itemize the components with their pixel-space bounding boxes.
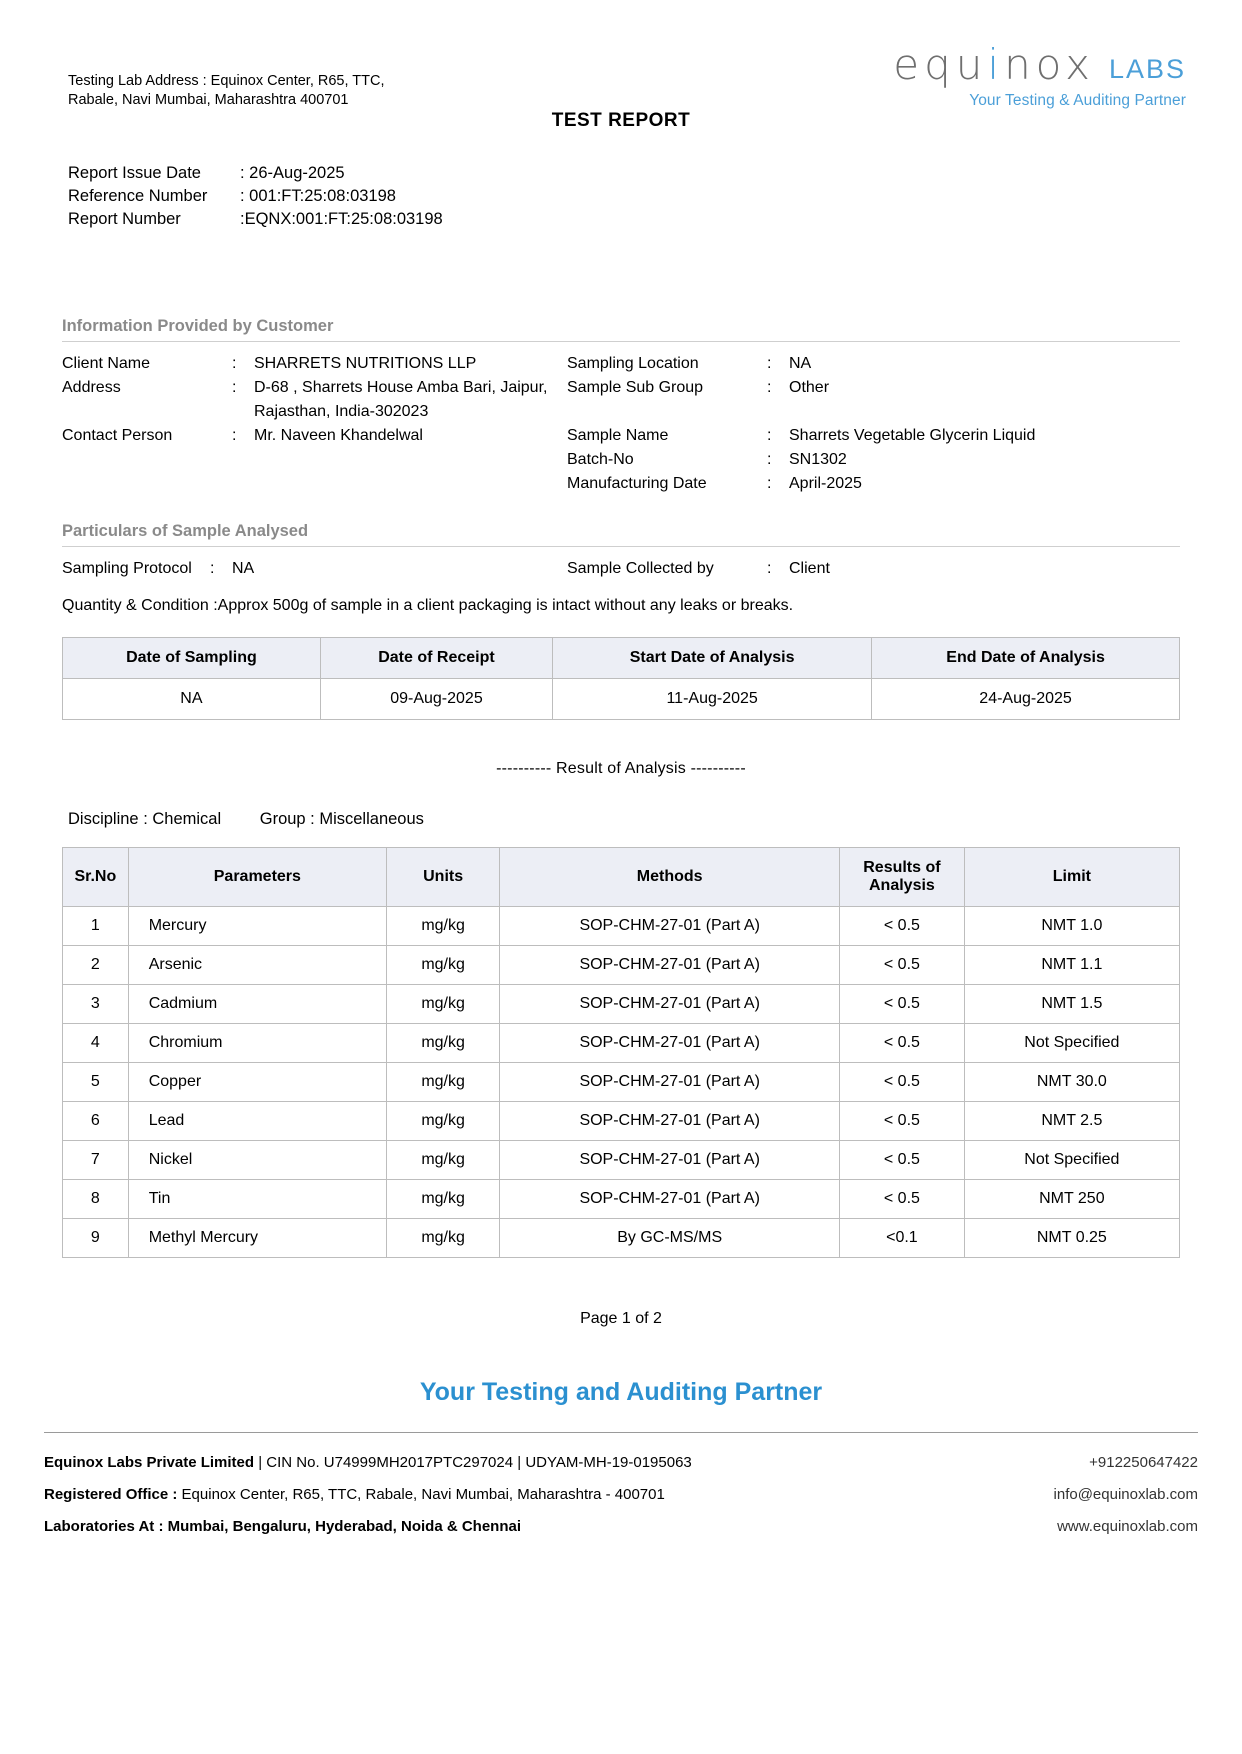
sample-sub-group-value: Other [789, 379, 830, 396]
footer-registered-office-label: Registered Office : [44, 1486, 178, 1503]
row-result: < 0.5 [840, 1180, 965, 1219]
meta-row-reference [68, 185, 1242, 208]
row-parameter: Cadmium [128, 985, 386, 1024]
particulars-row [62, 557, 1180, 581]
discipline-label: Discipline : Chemical [68, 810, 222, 828]
customer-info-left-column [62, 352, 567, 496]
sample-collected-colon: : [767, 560, 772, 577]
address-label: Address [62, 379, 121, 396]
reference-number-label: Reference Number [68, 187, 208, 205]
issue-date-label: Report Issue Date [68, 164, 201, 182]
footer-row-registered-office [44, 1479, 1198, 1511]
table-row [63, 679, 1180, 720]
start-date-value: 11-Aug-2025 [553, 679, 872, 720]
dates-header-date-of-receipt: Date of Receipt [320, 638, 552, 679]
row-parameter: Tin [128, 1180, 386, 1219]
quantity-condition-label: Quantity & Condition : [62, 597, 218, 614]
lab-address: Testing Lab Address : Equinox Center, R65, TTC, Rabale, Navi Mumbai, Maharashtra 400701 [68, 73, 385, 108]
meta-row-issue-date [68, 162, 1242, 185]
info-row-sample-sub-group [567, 376, 1180, 400]
logo-tagline: Your Testing & Auditing Partner [969, 92, 1186, 109]
row-units: mg/kg [386, 985, 499, 1024]
row-result: < 0.5 [840, 1024, 965, 1063]
contact-person-label: Contact Person [62, 427, 173, 444]
sample-name-value: Sharrets Vegetable Glycerin Liquid [789, 427, 1036, 444]
sampling-location-value: NA [789, 355, 812, 372]
row-units: mg/kg [386, 946, 499, 985]
table-row [63, 1219, 1180, 1258]
footer-company-line [44, 1447, 948, 1479]
footer-phone[interactable]: +912250647422 [1089, 1454, 1198, 1471]
report-meta-block [68, 162, 1242, 231]
page-number: Page 1 of 2 [580, 1310, 662, 1327]
table-row [63, 1141, 1180, 1180]
row-sr-no: 6 [63, 1102, 129, 1141]
equinox-logo [893, 40, 1186, 110]
dates-header-start-date: Start Date of Analysis [553, 638, 872, 679]
contact-person-value: Mr. Naveen Khandelwal [254, 427, 423, 444]
row-method: SOP-CHM-27-01 (Part A) [500, 1063, 840, 1102]
row-sr-no: 5 [63, 1063, 129, 1102]
sampling-protocol-label: Sampling Protocol [62, 560, 192, 577]
footer-email[interactable]: info@equinoxlab.com [1053, 1486, 1198, 1503]
sampling-protocol-value: NA [232, 560, 255, 577]
info-row-address [62, 376, 567, 424]
date-of-sampling-value: NA [63, 679, 321, 720]
footer-company-registration: | CIN No. U74999MH2017PTC297024 | UDYAM-MH-19-0195063 [254, 1454, 692, 1471]
table-row [63, 1024, 1180, 1063]
row-method: SOP-CHM-27-01 (Part A) [500, 1141, 840, 1180]
results-table-header-row [63, 848, 1180, 907]
page-title: TEST REPORT [551, 110, 691, 131]
row-sr-no: 4 [63, 1024, 129, 1063]
row-result: < 0.5 [840, 946, 965, 985]
row-parameter: Nickel [128, 1141, 386, 1180]
footer-row-laboratories [44, 1511, 1198, 1543]
report-number-label: Report Number [68, 210, 181, 228]
contact-person-colon: : [232, 427, 237, 444]
table-row [63, 946, 1180, 985]
results-header-methods: Methods [500, 848, 840, 907]
row-limit: NMT 250 [964, 1180, 1179, 1219]
table-row [63, 985, 1180, 1024]
footer-website[interactable]: www.equinoxlab.com [1057, 1518, 1198, 1535]
particulars-heading: Particulars of Sample Analysed [62, 522, 1180, 547]
sampling-location-label: Sampling Location [567, 355, 699, 372]
row-sr-no: 8 [63, 1180, 129, 1219]
row-method: SOP-CHM-27-01 (Part A) [500, 985, 840, 1024]
report-header [0, 0, 1242, 131]
row-method: SOP-CHM-27-01 (Part A) [500, 907, 840, 946]
footer-company-name: Equinox Labs Private Limited [44, 1454, 255, 1471]
logo-text-part1: equ [893, 40, 988, 89]
row-limit: NMT 2.5 [964, 1102, 1179, 1141]
date-of-receipt-value: 09-Aug-2025 [320, 679, 552, 720]
info-spacer [567, 400, 1180, 424]
group-label: Group : Miscellaneous [259, 810, 424, 828]
row-units: mg/kg [386, 1063, 499, 1102]
row-result: < 0.5 [840, 1102, 965, 1141]
sample-collected-value: Client [789, 560, 830, 577]
sample-name-colon: : [767, 427, 772, 444]
row-units: mg/kg [386, 1141, 499, 1180]
logo-labs-text: LABS [1108, 54, 1186, 84]
results-table-body [63, 907, 1180, 1258]
page-footer [44, 1432, 1198, 1543]
row-result: < 0.5 [840, 985, 965, 1024]
result-of-analysis-divider: ---------- Result of Analysis ---------- [496, 760, 746, 777]
logo-text-dot-i: i [987, 40, 1005, 89]
discipline-group-line [68, 810, 1180, 829]
dates-table [62, 637, 1180, 720]
results-table [62, 847, 1180, 1258]
batch-no-value: SN1302 [789, 451, 847, 468]
sample-collected-group [567, 557, 1180, 581]
row-parameter: Copper [128, 1063, 386, 1102]
issue-date-value: : 26-Aug-2025 [240, 164, 345, 182]
dates-header-end-date: End Date of Analysis [872, 638, 1180, 679]
client-name-label: Client Name [62, 355, 151, 372]
row-limit: NMT 1.1 [964, 946, 1179, 985]
row-sr-no: 9 [63, 1219, 129, 1258]
row-limit: NMT 1.0 [964, 907, 1179, 946]
sampling-location-colon: : [767, 355, 772, 372]
row-method: SOP-CHM-27-01 (Part A) [500, 1180, 840, 1219]
row-limit: NMT 0.25 [964, 1219, 1179, 1258]
footer-row-company [44, 1447, 1198, 1479]
row-result: <0.1 [840, 1219, 965, 1258]
end-date-value: 24-Aug-2025 [872, 679, 1180, 720]
sample-collected-label: Sample Collected by [567, 560, 714, 577]
row-result: < 0.5 [840, 1063, 965, 1102]
report-number-value: :EQNX:001:FT:25:08:03198 [240, 210, 443, 228]
info-row-batch-no [567, 448, 1180, 472]
logo-wordmark [893, 40, 1095, 89]
sampling-protocol-group [62, 557, 567, 581]
row-method: By GC-MS/MS [500, 1219, 840, 1258]
address-value: D-68 , Sharrets House Amba Bari, Jaipur, Rajasthan, India-302023 [254, 379, 548, 420]
row-units: mg/kg [386, 1102, 499, 1141]
results-header-sr-no: Sr.No [63, 848, 129, 907]
sample-sub-group-label: Sample Sub Group [567, 379, 704, 396]
row-parameter: Mercury [128, 907, 386, 946]
results-header-parameters: Parameters [128, 848, 386, 907]
row-limit: Not Specified [964, 1024, 1179, 1063]
footer-registered-office-address: Equinox Center, R65, TTC, Rabale, Navi Mumbai, Maharashtra - 400701 [177, 1486, 665, 1503]
client-name-colon: : [232, 355, 237, 372]
sample-name-label: Sample Name [567, 427, 669, 444]
table-row [63, 1102, 1180, 1141]
row-limit: NMT 1.5 [964, 985, 1179, 1024]
sampling-protocol-colon: : [210, 560, 215, 577]
manufacturing-date-label: Manufacturing Date [567, 475, 707, 492]
footer-registered-office-line [44, 1479, 948, 1511]
dates-table-header-row [63, 638, 1180, 679]
info-row-sample-name [567, 424, 1180, 448]
table-row [63, 907, 1180, 946]
manufacturing-date-value: April-2025 [789, 475, 862, 492]
row-sr-no: 7 [63, 1141, 129, 1180]
info-row-sampling-location [567, 352, 1180, 376]
logo-text-part2: nox [1004, 40, 1095, 89]
client-name-value: SHARRETS NUTRITIONS LLP [254, 355, 477, 372]
row-units: mg/kg [386, 1024, 499, 1063]
table-row [63, 1180, 1180, 1219]
row-units: mg/kg [386, 907, 499, 946]
row-parameter: Methyl Mercury [128, 1219, 386, 1258]
row-result: < 0.5 [840, 907, 965, 946]
row-parameter: Arsenic [128, 946, 386, 985]
batch-no-colon: : [767, 451, 772, 468]
meta-row-report-number [68, 208, 1242, 231]
quantity-condition-value: Approx 500g of sample in a client packaging is intact without any leaks or breaks. [217, 597, 794, 614]
table-row [63, 1063, 1180, 1102]
address-colon: : [232, 379, 237, 396]
footer-laboratories-line [44, 1511, 948, 1543]
row-parameter: Lead [128, 1102, 386, 1141]
row-sr-no: 2 [63, 946, 129, 985]
row-parameter: Chromium [128, 1024, 386, 1063]
row-limit: NMT 30.0 [964, 1063, 1179, 1102]
reference-number-value: : 001:FT:25:08:03198 [240, 187, 396, 205]
row-units: mg/kg [386, 1180, 499, 1219]
info-row-contact-person [62, 424, 567, 448]
customer-info-heading: Information Provided by Customer [62, 317, 1180, 342]
row-method: SOP-CHM-27-01 (Part A) [500, 1024, 840, 1063]
results-header-units: Units [386, 848, 499, 907]
row-limit: Not Specified [964, 1141, 1179, 1180]
results-header-results: Results of Analysis [840, 848, 965, 907]
row-result: < 0.5 [840, 1141, 965, 1180]
info-row-client-name [62, 352, 567, 376]
batch-no-label: Batch-No [567, 451, 634, 468]
info-row-manufacturing-date [567, 472, 1180, 496]
footer-laboratories-text: Laboratories At : Mumbai, Bengaluru, Hyderabad, Noida & Chennai [44, 1518, 522, 1535]
row-method: SOP-CHM-27-01 (Part A) [500, 1102, 840, 1141]
row-units: mg/kg [386, 1219, 499, 1258]
customer-info-grid [62, 352, 1180, 496]
dates-header-date-of-sampling: Date of Sampling [63, 638, 321, 679]
sample-sub-group-colon: : [767, 379, 772, 396]
footer-tagline: Your Testing and Auditing Partner [419, 1378, 823, 1406]
row-sr-no: 3 [63, 985, 129, 1024]
row-sr-no: 1 [63, 907, 129, 946]
results-header-limit: Limit [964, 848, 1179, 907]
row-method: SOP-CHM-27-01 (Part A) [500, 946, 840, 985]
customer-info-right-column [567, 352, 1180, 496]
quantity-condition-row [62, 597, 1180, 615]
manufacturing-date-colon: : [767, 475, 772, 492]
